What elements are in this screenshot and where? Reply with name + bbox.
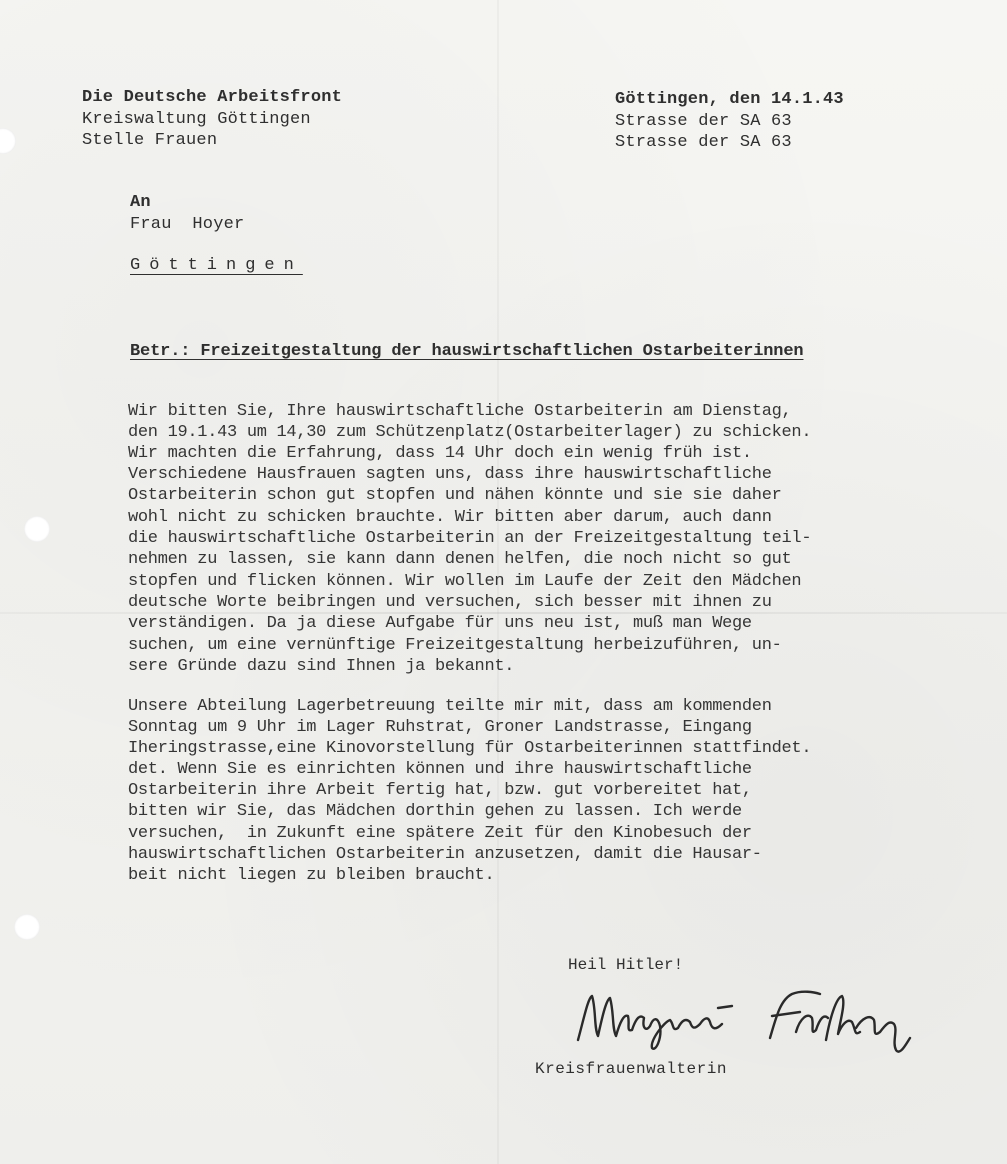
signatory-role: Kreisfrauenwalterin xyxy=(535,1060,727,1078)
body-line: Ostarbeiterin ihre Arbeit fertig hat, bzw. gut vorbereitet hat, xyxy=(128,781,752,800)
subject-line: Betr.: Freizeitgestaltung der hauswirtschaftlichen Ostarbeiterinnen xyxy=(130,342,804,361)
body-line: bitten wir Sie, das Mädchen dorthin gehen zu lassen. Ich werde xyxy=(128,802,742,821)
recipient-city: Göttingen xyxy=(130,256,303,275)
body-line: die hauswirtschaftliche Ostarbeiterin an der Freizeitgestaltung teil- xyxy=(128,529,812,548)
body-line: sere Gründe dazu sind Ihnen ja bekannt. xyxy=(128,657,515,676)
punch-hole-bottom xyxy=(14,914,40,940)
body-line: nehmen zu lassen, sie kann dann denen helfen, die noch nicht so gut xyxy=(128,550,792,569)
body-line: Wir machten die Erfahrung, dass 14 Uhr doch ein wenig früh ist. xyxy=(128,444,752,463)
sender-organization: Die Deutsche Arbeitsfront xyxy=(82,88,343,107)
body-line: stopfen und flicken können. Wir wollen im Laufe der Zeit den Mädchen xyxy=(128,572,802,591)
place-date: Göttingen, den 14.1.43 xyxy=(615,90,844,109)
body-line: suchen, um eine vernünftige Freizeitgestaltung herbeizuführen, un- xyxy=(128,636,782,655)
address-line-2: Strasse der SA 63 xyxy=(615,133,792,152)
body-line: beit nicht liegen zu bleiben braucht. xyxy=(128,866,495,885)
body-line: Sonntag um 9 Uhr im Lager Ruhstrat, Groner Landstrasse, Eingang xyxy=(128,718,752,737)
body-line: deutsche Worte beibringen und versuchen, sich besser mit ihnen zu xyxy=(128,593,772,612)
body-line: Ostarbeiterin schon gut stopfen und nähen könnte und sie sie daher xyxy=(128,486,782,505)
body-line: versuchen, in Zukunft eine spätere Zeit für den Kinobesuch der xyxy=(128,824,752,843)
body-line: Verschiedene Hausfrauen sagten uns, dass ihre hauswirtschaftliche xyxy=(128,465,772,484)
body-line: wohl nicht zu schicken brauchte. Wir bitten aber darum, auch dann xyxy=(128,508,772,527)
punch-hole-top xyxy=(0,128,16,154)
body-line: Unsere Abteilung Lagerbetreuung teilte mir mit, dass am kommenden xyxy=(128,697,772,716)
address-line-1: Strasse der SA 63 xyxy=(615,112,792,131)
body-line: det. Wenn Sie es einrichten können und ihre hauswirtschaftliche xyxy=(128,760,752,779)
recipient-to: An xyxy=(130,193,151,212)
handwritten-signature xyxy=(570,978,930,1058)
body-line: Iheringstrasse,eine Kinovorstellung für Ostarbeiterinnen stattfindet. xyxy=(128,739,812,758)
body-line: hauswirtschaftlichen Ostarbeiterin anzusetzen, damit die Hausar- xyxy=(128,845,762,864)
punch-hole-middle xyxy=(24,516,50,542)
body-line: den 19.1.43 um 14,30 zum Schützenplatz(Ostarbeiterlager) zu schicken. xyxy=(128,423,812,442)
body-line: verständigen. Da ja diese Aufgabe für uns neu ist, muß man Wege xyxy=(128,614,752,633)
sender-office: Kreiswaltung Göttingen xyxy=(82,110,311,129)
sender-department: Stelle Frauen xyxy=(82,131,218,150)
closing-salutation: Heil Hitler! xyxy=(568,956,684,974)
body-line: Wir bitten Sie, Ihre hauswirtschaftliche Ostarbeiterin am Dienstag, xyxy=(128,402,792,421)
recipient-name: Frau Hoyer xyxy=(130,215,245,234)
